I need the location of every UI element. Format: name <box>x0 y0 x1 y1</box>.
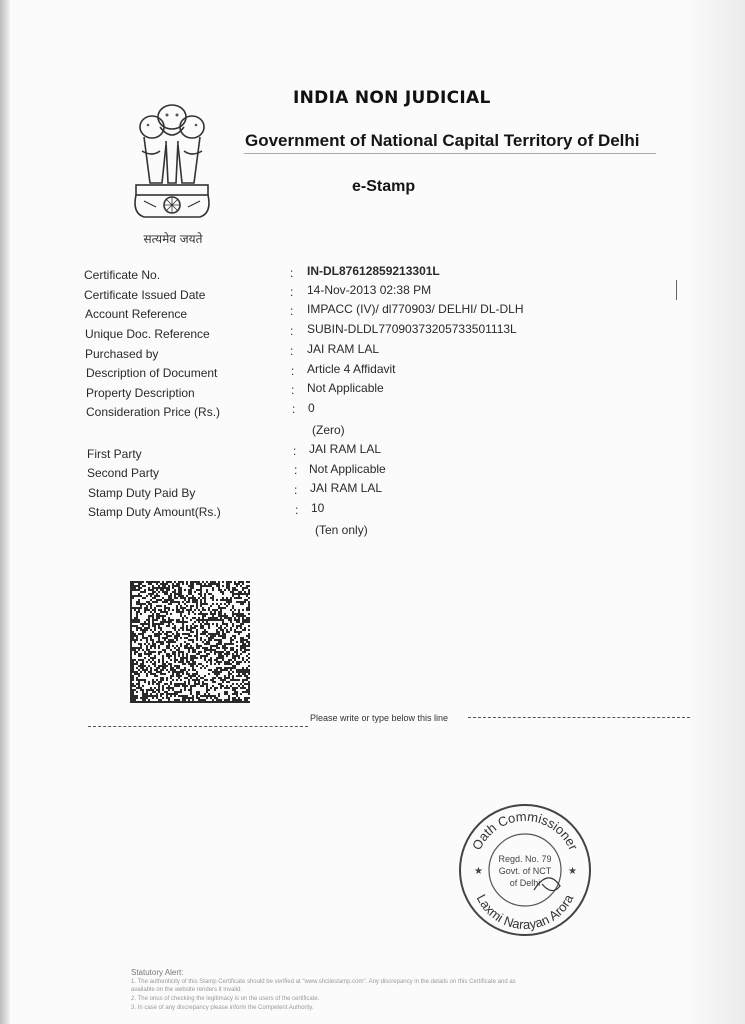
separator-line-left <box>88 726 308 727</box>
detail-colon: : <box>290 304 294 318</box>
detail-label-unique-doc-reference: Unique Doc. Reference <box>85 327 210 341</box>
statutory-alert-title: Statutory Alert: <box>131 968 184 977</box>
party-label-first-party: First Party <box>87 447 142 461</box>
detail-colon: : <box>291 383 295 397</box>
detail-label-description: Description of Document <box>86 366 218 380</box>
party-value-stamp-duty-amount: 10 <box>311 501 325 515</box>
detail-colon: : <box>290 344 294 358</box>
party-label-stamp-duty-paid-by: Stamp Duty Paid By <box>88 486 196 500</box>
statutory-alert-line: 2. The onus of checking the legitimacy is on the users of the certificate. <box>131 996 320 1002</box>
party-value-stamp-duty-paid-by: JAI RAM LAL <box>310 481 383 495</box>
party-value-second-party: Not Applicable <box>309 462 386 476</box>
separator-instruction: Please write or type below this line <box>310 713 449 723</box>
statutory-alert-line: 3. In case of any discrepancy please inform the Competent Authority. <box>131 1005 314 1011</box>
detail-value-issued-date: 14-Nov-2013 02:38 PM <box>307 283 432 297</box>
detail-colon: : <box>295 503 299 517</box>
detail-colon: : <box>290 324 294 338</box>
detail-label-consideration-price: Consideration Price (Rs.) <box>86 405 221 419</box>
scan-mark <box>676 280 677 300</box>
seal-top-text: Oath Commissioner <box>468 808 582 853</box>
detail-colon: : <box>293 444 297 458</box>
title-underline <box>244 153 656 154</box>
detail-value-unique-doc-reference: SUBIN-DLDL77090373205733501113L <box>307 322 517 336</box>
party-label-stamp-duty-amount: Stamp Duty Amount(Rs.) <box>88 505 221 519</box>
seal-star-icon: ★ <box>568 866 577 877</box>
amount-in-words: (Ten only) <box>315 523 368 537</box>
detail-colon: : <box>292 402 296 416</box>
document-title: INDIA NON JUDICIAL <box>293 88 491 108</box>
scan-edge-right <box>685 0 745 1024</box>
detail-label-property-description: Property Description <box>86 386 195 400</box>
party-label-second-party: Second Party <box>87 466 160 480</box>
issuing-government: Government of National Capital Territory of Delhi <box>245 131 640 150</box>
scan-edge-left <box>0 0 10 1024</box>
detail-value-account-reference: IMPACC (IV)/ dl770903/ DELHI/ DL-DLH <box>307 302 524 316</box>
stamp-type: e-Stamp <box>352 178 416 195</box>
detail-colon: : <box>290 285 294 299</box>
statutory-alert-line: 1. The authenticity of this Stamp Certificate should be verified at "www.shcilestamp.com". Any discrepancy in the details on this Certificate and as <box>131 979 516 985</box>
separator-line-right <box>468 717 690 718</box>
detail-label-purchased-by: Purchased by <box>85 347 159 361</box>
detail-label-account-reference: Account Reference <box>85 307 188 321</box>
seal-center-line-1: Regd. No. 79 <box>498 854 552 864</box>
detail-label-issued-date: Certificate Issued Date <box>84 288 206 302</box>
party-value-first-party: JAI RAM LAL <box>309 442 382 456</box>
detail-label-certificate-no: Certificate No. <box>84 268 161 282</box>
qr-code <box>130 581 250 703</box>
emblem-motto: सत्यमेव जयते <box>143 232 203 246</box>
detail-colon: : <box>290 266 294 280</box>
seal-center-line-2: Govt. of NCT <box>498 866 552 876</box>
consideration-in-words: (Zero) <box>312 423 345 437</box>
detail-value-consideration-price: 0 <box>308 401 315 415</box>
detail-value-description: Article 4 Affidavit <box>307 362 396 376</box>
detail-value-property-description: Not Applicable <box>307 381 384 395</box>
detail-colon: : <box>294 463 298 477</box>
seal-star-icon: ★ <box>474 866 483 877</box>
detail-colon: : <box>294 483 298 497</box>
detail-value-certificate-no: IN-DL87612859213301L <box>307 264 440 278</box>
statutory-alert-line: available on the website renders it invalid. <box>131 987 243 993</box>
detail-value-purchased-by: JAI RAM LAL <box>307 342 380 356</box>
detail-colon: : <box>291 364 295 378</box>
oath-commissioner-seal <box>456 798 594 938</box>
seal-center-line-3: of Delhi <box>509 878 541 888</box>
seal-bottom-text: Laxmi Narayan Arora <box>473 891 577 933</box>
